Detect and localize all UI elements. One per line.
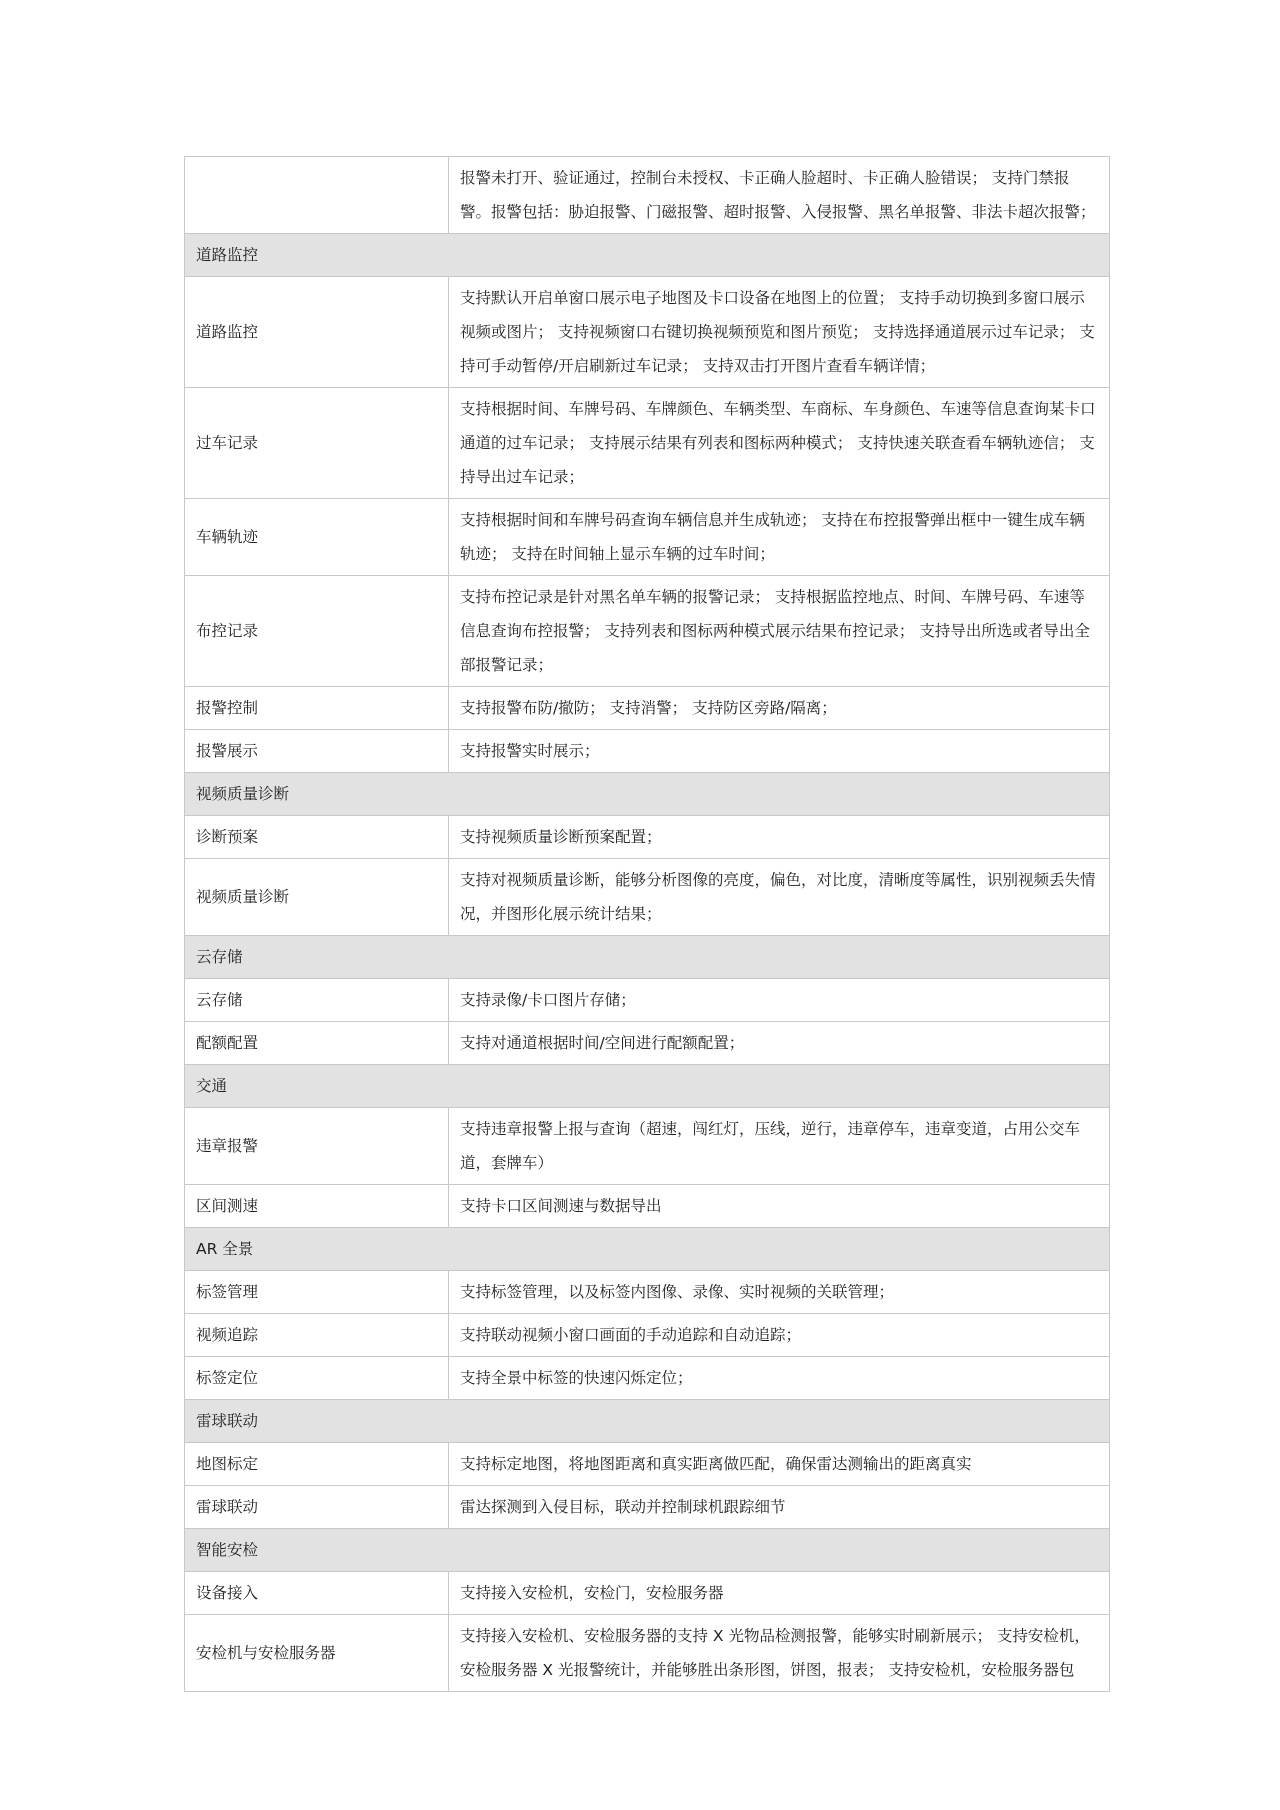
feature-description: 支持接入安检机、安检服务器的支持 X 光物品检测报警，能够实时刷新展示； 支持安检机，安检服务器 X 光报警统计，并能够胜出条形图，饼图，报表； 支持安检机，安检服务器包 (449, 1615, 1110, 1692)
feature-name: 报警展示 (185, 730, 449, 773)
feature-description: 支持录像/卡口图片存储； (449, 979, 1110, 1022)
feature-name: 标签定位 (185, 1357, 449, 1400)
table-row (185, 730, 1110, 773)
feature-description: 报警未打开、验证通过，控制台未授权、卡正确人脸超时、卡正确人脸错误； 支持门禁报警。报警包括：胁迫报警、门磁报警、超时报警、入侵报警、黑名单报警、非法卡超次报警； (449, 157, 1110, 234)
section-row (185, 234, 1110, 277)
section-row (185, 1228, 1110, 1271)
section-row (185, 1065, 1110, 1108)
feature-name: 安检机与安检服务器 (185, 1615, 449, 1692)
section-row (185, 1529, 1110, 1572)
feature-description: 支持视频质量诊断预案配置； (449, 816, 1110, 859)
feature-name: 布控记录 (185, 576, 449, 687)
feature-description: 支持对通道根据时间/空间进行配额配置； (449, 1022, 1110, 1065)
feature-name: 道路监控 (185, 277, 449, 388)
table-row (185, 1615, 1110, 1692)
feature-description: 支持报警实时展示； (449, 730, 1110, 773)
feature-name: 过车记录 (185, 388, 449, 499)
section-title: 道路监控 (185, 234, 1110, 277)
table-row (185, 499, 1110, 576)
table-row (185, 1572, 1110, 1615)
feature-name: 配额配置 (185, 1022, 449, 1065)
feature-name: 视频追踪 (185, 1314, 449, 1357)
feature-description: 支持对视频质量诊断，能够分析图像的亮度，偏色，对比度，清晰度等属性，识别视频丢失情况，并图形化展示统计结果； (449, 859, 1110, 936)
feature-description: 支持标定地图，将地图距离和真实距离做匹配，确保雷达测输出的距离真实 (449, 1443, 1110, 1486)
feature-description: 支持报警布防/撤防； 支持消警； 支持防区旁路/隔离； (449, 687, 1110, 730)
feature-description: 支持接入安检机，安检门，安检服务器 (449, 1572, 1110, 1615)
table-row (185, 1108, 1110, 1185)
feature-name: 诊断预案 (185, 816, 449, 859)
feature-name: 设备接入 (185, 1572, 449, 1615)
table-row (185, 576, 1110, 687)
feature-description: 支持违章报警上报与查询（超速，闯红灯，压线，逆行，违章停车，违章变道，占用公交车道，套牌车） (449, 1108, 1110, 1185)
section-title: 雷球联动 (185, 1400, 1110, 1443)
section-title: 交通 (185, 1065, 1110, 1108)
table-row (185, 1357, 1110, 1400)
section-title: 视频质量诊断 (185, 773, 1110, 816)
feature-name: 违章报警 (185, 1108, 449, 1185)
feature-name: 报警控制 (185, 687, 449, 730)
section-title: 智能安检 (185, 1529, 1110, 1572)
table-row (185, 859, 1110, 936)
table-row (185, 1271, 1110, 1314)
table-row (185, 816, 1110, 859)
section-title: AR 全景 (185, 1228, 1110, 1271)
section-row (185, 1400, 1110, 1443)
table-row (185, 1185, 1110, 1228)
feature-description: 支持布控记录是针对黑名单车辆的报警记录； 支持根据监控地点、时间、车牌号码、车速等信息查询布控报警； 支持列表和图标两种模式展示结果布控记录； 支持导出所选或者导出全部报警记录； (449, 576, 1110, 687)
feature-description: 支持根据时间、车牌号码、车牌颜色、车辆类型、车商标、车身颜色、车速等信息查询某卡口通道的过车记录； 支持展示结果有列表和图标两种模式； 支持快速关联查看车辆轨迹信； 支持导出过车记录； (449, 388, 1110, 499)
feature-description: 支持全景中标签的快速闪烁定位； (449, 1357, 1110, 1400)
spec-table-body (185, 157, 1110, 1692)
feature-description: 支持卡口区间测速与数据导出 (449, 1185, 1110, 1228)
table-row (185, 277, 1110, 388)
feature-name: 视频质量诊断 (185, 859, 449, 936)
feature-name: 云存储 (185, 979, 449, 1022)
feature-name: 地图标定 (185, 1443, 449, 1486)
feature-description: 支持标签管理，以及标签内图像、录像、实时视频的关联管理； (449, 1271, 1110, 1314)
section-row (185, 773, 1110, 816)
section-row (185, 936, 1110, 979)
feature-name: 雷球联动 (185, 1486, 449, 1529)
table-row (185, 157, 1110, 234)
feature-name: 标签管理 (185, 1271, 449, 1314)
table-row (185, 1022, 1110, 1065)
feature-name: 区间测速 (185, 1185, 449, 1228)
feature-name (185, 157, 449, 234)
feature-description: 雷达探测到入侵目标，联动并控制球机跟踪细节 (449, 1486, 1110, 1529)
table-row (185, 1486, 1110, 1529)
feature-description: 支持根据时间和车牌号码查询车辆信息并生成轨迹； 支持在布控报警弹出框中一键生成车辆轨迹； 支持在时间轴上显示车辆的过车时间； (449, 499, 1110, 576)
feature-name: 车辆轨迹 (185, 499, 449, 576)
table-row (185, 388, 1110, 499)
table-row (185, 979, 1110, 1022)
table-row (185, 1443, 1110, 1486)
table-row (185, 687, 1110, 730)
feature-description: 支持默认开启单窗口展示电子地图及卡口设备在地图上的位置； 支持手动切换到多窗口展示视频或图片； 支持视频窗口右键切换视频预览和图片预览； 支持选择通道展示过车记录； 支持可手动暂停/开启刷新过车记录； 支持双击打开图片查看车辆详情； (449, 277, 1110, 388)
section-title: 云存储 (185, 936, 1110, 979)
table-row (185, 1314, 1110, 1357)
feature-description: 支持联动视频小窗口画面的手动追踪和自动追踪； (449, 1314, 1110, 1357)
feature-spec-table (184, 156, 1110, 1692)
